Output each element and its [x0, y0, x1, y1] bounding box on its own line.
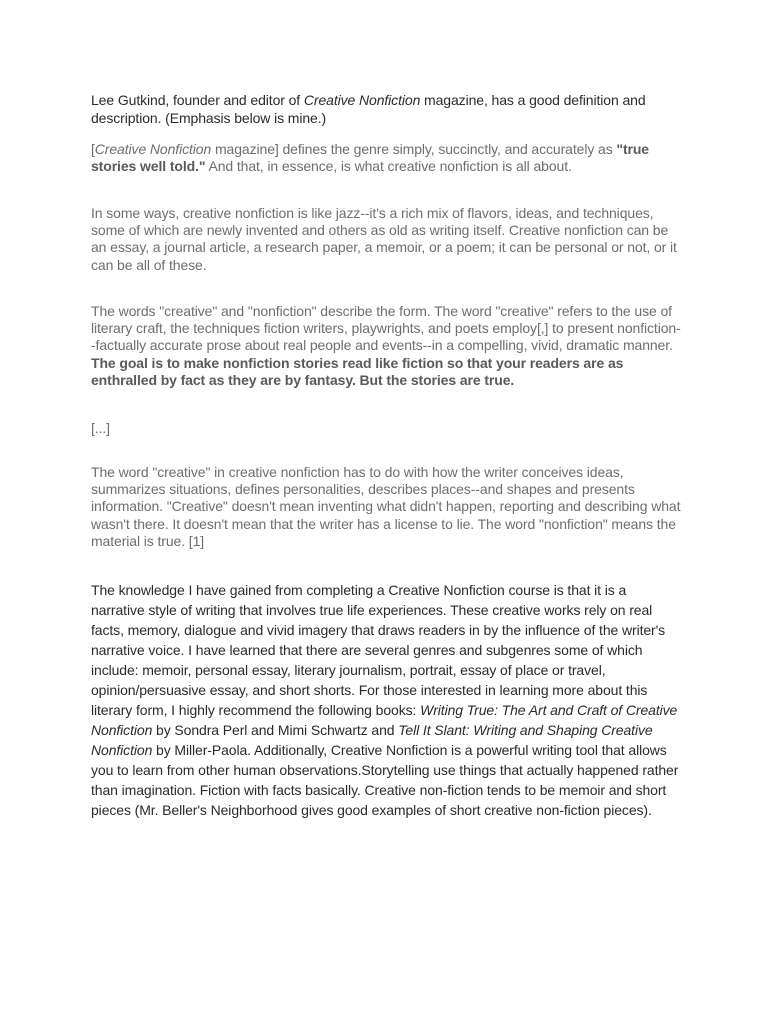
body-text-end: by Miller-Paola. Additionally, Creative Nonfiction is a powerful writing tool that allows you to learn from other human observations.Storytelling use things that actually happened rather than imagination. Fiction with facts basically. Creative non-fiction tends to be memoir and short pieces (Mr. Beller's Neighborhood gives good examples of short creative non-fiction pieces).: [91, 742, 679, 818]
ellipsis-marker: [...]: [91, 420, 110, 436]
emphasis-text: "true stories well told.": [91, 141, 649, 175]
quote-text: The words "creative" and "nonfiction" describe the form. The word "creative" refers to the use of literary craft, the techniques fiction writers, playwrights, and poets employ[,] to present nonfiction--factually accurate prose about real people and events--in a compelling, vivid, dramatic manner.: [91, 303, 681, 354]
quote-paragraph-1: [91, 141, 681, 175]
quote-text-end: And that, in essence, is what creative nonfiction is all about.: [205, 158, 572, 175]
quote-paragraph-5: The word "creative" in creative nonfiction has to do with how the writer conceives ideas, summarizes situations, defines personalities, describes places--and shapes and presents information. "Creative" doesn't mean inventing what didn't happen, reporting and describing what wasn't there. It doesn't mean that the writer has a license to lie. The word "nonfiction" means the material is true. [1]: [91, 464, 681, 549]
emphasis-text: The goal is to make nonfiction stories read like fiction so that your readers are as enthralled by fact as they are by fantasy. But the stories are true.: [91, 354, 624, 388]
quote-text: magazine] defines the genre simply, succinctly, and accurately as: [211, 141, 617, 157]
quote-paragraph-3: [91, 303, 681, 389]
body-paragraph: [91, 580, 681, 820]
body-text: by Sondra Perl and Mimi Schwartz and: [152, 722, 399, 738]
body-text: The knowledge I have gained from completing a Creative Nonfiction course is that it is a narrative style of writing that involves true life experiences. These creative works rely on real facts, memory, dialogue and vivid imagery that draws readers in by the influence of the writer's narrative voice. I have learned that there are several genres and subgenres some of which include: memoir, personal essay, literary journalism, portrait, essay of place or travel, opinion/persuasive essay, and short shorts. For those interested in learning more about this literary form, I highly recommend the following books:: [91, 582, 666, 718]
quote-paragraph-2: In some ways, creative nonfiction is like jazz--it's a rich mix of flavors, ideas, and techniques, some of which are newly invented and others as old as writing itself. Creative nonfiction can be an essay, a journal article, a research paper, a memoir, or a poem; it can be personal or not, or it can be all of these.: [91, 205, 677, 273]
book-title-2: Tell It Slant: Writing and Shaping Creative Nonfiction: [91, 722, 653, 758]
book-title-1: Writing True: The Art and Craft of Creative Nonfiction: [91, 702, 678, 738]
intro-paragraph: [91, 92, 681, 127]
intro-text: Lee Gutkind, founder and editor of: [91, 92, 304, 108]
magazine-title: Creative Nonfiction: [303, 92, 421, 108]
intro-text-end: magazine, has a good definition and description. (Emphasis below is mine.): [91, 92, 646, 126]
magazine-title: Creative Nonfiction: [94, 141, 212, 157]
bracket-open: [: [91, 141, 95, 157]
